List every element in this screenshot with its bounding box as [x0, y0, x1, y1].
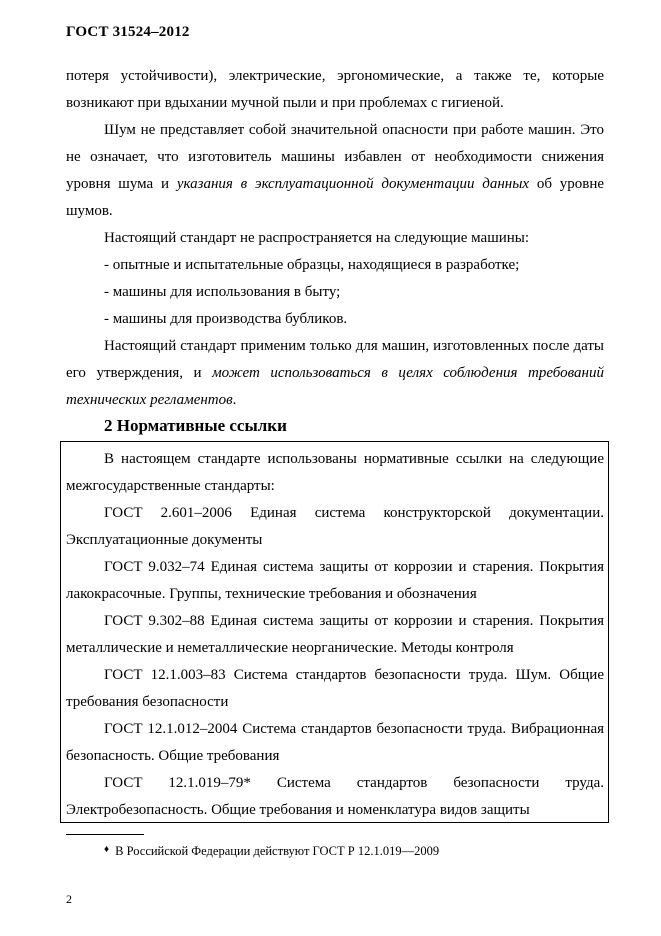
page-number: 2: [66, 892, 72, 906]
paragraph-4-end: .: [232, 392, 237, 408]
references-list: [66, 446, 604, 824]
paragraph-2-start: Шум не представляет собой значительной опасности при работе машин. Это не означает, что изготовитель машины избавлен от необходимости снижения уровня шума и: [66, 122, 604, 192]
footnote-separator: [66, 834, 144, 835]
list-item: - машины для производства бубликов.: [104, 311, 348, 327]
paragraph-4: [66, 333, 604, 414]
paragraph-4-start: Настоящий стандарт применим только для машин, изготовленных после даты его утверждения, и: [66, 338, 604, 381]
section-title: 2 Нормативные ссылки: [104, 416, 287, 435]
reference-item: ГОСТ 9.032–74 Единая система защиты от коррозии и старения. Покрытия лакокрасочные. Группы, технические требования и обозначения: [66, 559, 604, 602]
body-text: [66, 63, 604, 414]
paragraph-2: [66, 117, 604, 225]
list-item: - машины для использования в быту;: [104, 284, 341, 300]
reference-item: ГОСТ 12.1.012–2004 Система стандартов безопасности труда. Вибрационная безопасность. Общие требования: [66, 721, 604, 764]
reference-item: ГОСТ 2.601–2006 Единая система конструкторской документации. Эксплуатационные документы: [66, 505, 604, 548]
reference-item: ГОСТ 9.302–88 Единая система защиты от коррозии и старения. Покрытия металлические и неметаллические неорганические. Методы контроля: [66, 613, 604, 656]
paragraph-1: потеря устойчивости), электрические, эргономические, а также те, которые возникают при вдыхании мучной пыли и при проблемах с гигиеной.: [66, 68, 604, 111]
reference-item: ГОСТ 12.1.003–83 Система стандартов безопасности труда. Шум. Общие требования безопасности: [66, 667, 604, 710]
references-intro: В настоящем стандарте использованы нормативные ссылки на следующие межгосударственные стандарты:: [66, 451, 604, 494]
paragraph-2-end: об уровне шумов.: [66, 176, 605, 219]
paragraph-3: Настоящий стандарт не распространяется на следующие машины:: [104, 230, 530, 246]
reference-item: ГОСТ 12.1.019–79* Система стандартов безопасности труда. Электробезопасность. Общие требования и номенклатура видов защиты: [66, 775, 604, 818]
paragraph-2-italic: указания в эксплуатационной документации данных: [176, 176, 530, 192]
paragraph-4-italic: может использоваться в целях соблюдения требований технических регламентов: [66, 365, 604, 408]
footnote-text: В Российской Федерации действуют ГОСТ Р 12.1.019—2009: [115, 844, 440, 858]
list-item: - опытные и испытательные образцы, находящиеся в разработке;: [104, 257, 520, 273]
footnote-mark-icon: ♦: [104, 844, 110, 855]
document-header: ГОСТ 31524–2012: [66, 24, 190, 40]
footnote: [104, 844, 439, 859]
